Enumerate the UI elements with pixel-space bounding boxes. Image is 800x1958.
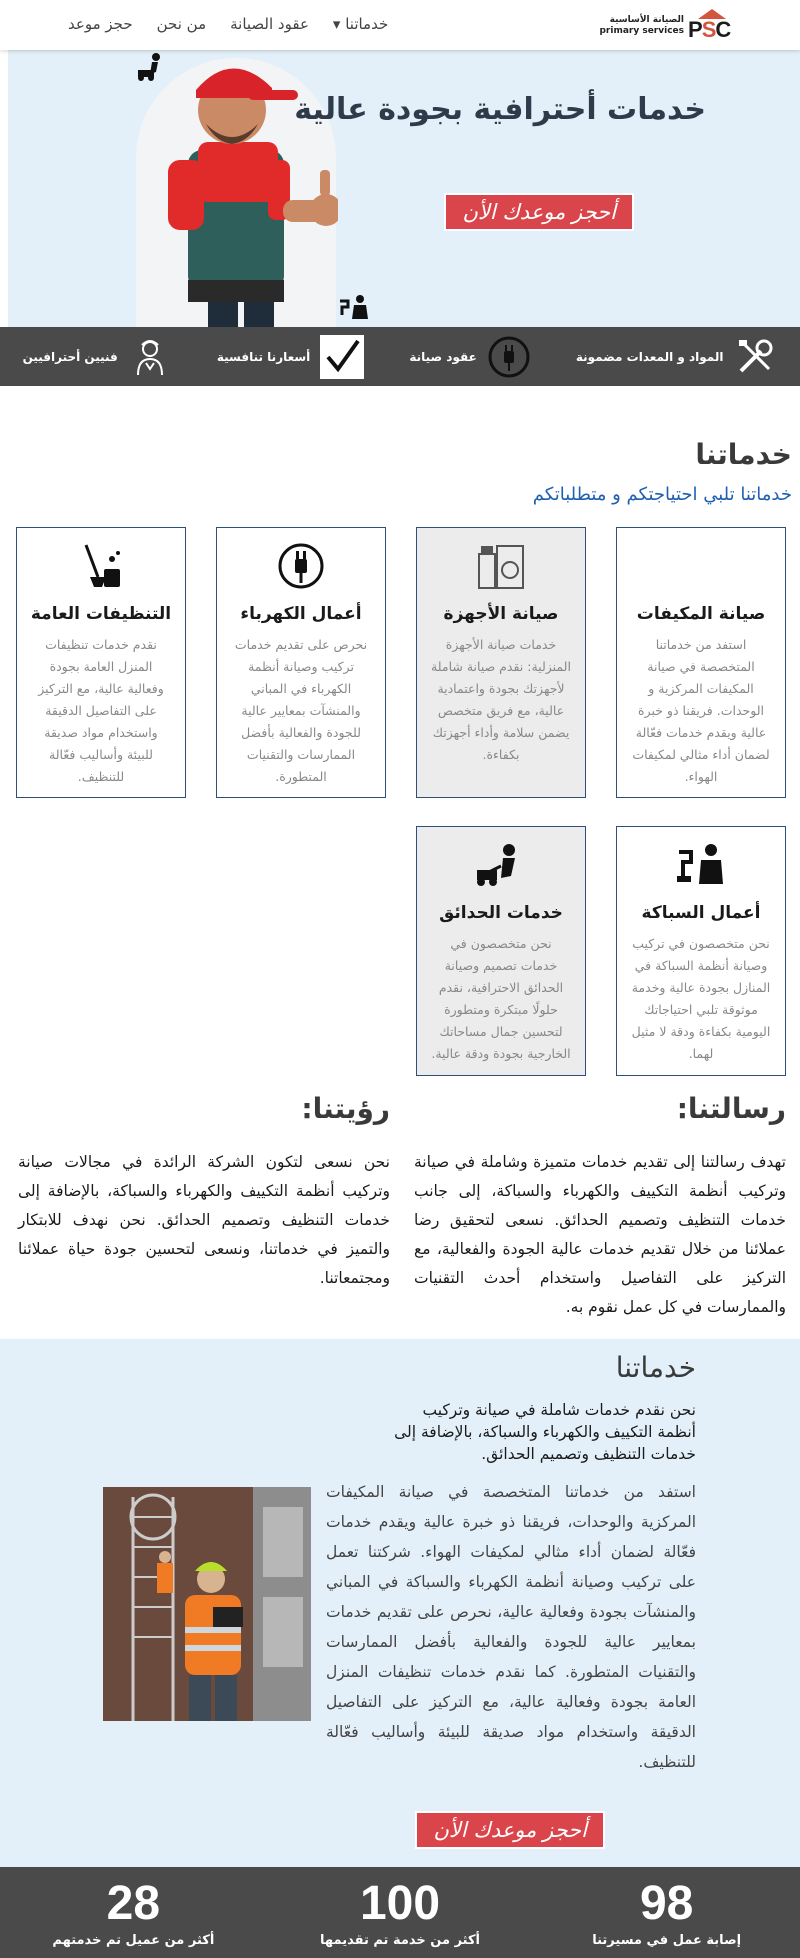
plumber-icon	[675, 842, 727, 888]
services-overview-body: استفد من خدماتنا المتخصصة في صيانة المكيفات المركزية والوحدات، فريقنا ذو خبرة عالية ويقدم خدمات فعّالة لضمان أداء مثالي لمكيفات الهواء. شركتنا تعمل على تركيب وصيانة أنظمة الكهرباء والسباكة في المباني والمنشآت بجودة وفعالية عالية، نحرص على تقديم خدمات بمعايير عالية للجودة والفعالية بأفضل الممارسات والتقنيات المتطورة. كما نقدم خدمات تنظيفات المنزل العامة بجودة وفعالية عالية، مع التركيز على التفاصيل الدقيقة واستخدام مواد صديقة للبيئة وأساليب فعّالة للتنظيف.	[326, 1483, 696, 1771]
services-overview-title: خدماتنا	[615, 1351, 696, 1384]
card-text: خدمات صيانة الأجهزة المنزلية: نقدم صيانة شاملة لأجهزتك بجودة واعتمادية عالية، مع فريق متخصص يضمن سلامة وأداء أجهزتك بكفاءة.	[431, 637, 571, 762]
stats-bar	[0, 1867, 800, 1958]
stat-number: 98	[639, 1877, 694, 1930]
card-text: استفد من خدماتنا المتخصصة في صيانة المكيفات المركزية و الوحدات. فريقنا ذو خبرة عالية ويقدم خدمات فعّالة لضمان أداء مثالي لمكيفات الهواء.	[632, 637, 770, 784]
service-card-appliances[interactable]	[416, 527, 586, 798]
hero-banner	[8, 50, 800, 327]
feature-label: فنيين أحترافيين	[22, 349, 118, 364]
service-card-cleaning[interactable]	[16, 527, 186, 798]
service-card-gardens[interactable]	[416, 826, 586, 1076]
feature-guaranteed-materials	[576, 335, 778, 379]
blank-icon	[677, 542, 725, 590]
card-title: صيانة الأجهزة	[443, 604, 559, 624]
feature-professional-technicians	[23, 335, 172, 379]
service-card-electrical[interactable]	[216, 527, 386, 798]
logo-mark-icon: PSC	[688, 11, 736, 41]
chevron-down-icon: ▾	[332, 15, 341, 33]
stat-label: أكثر من عميل تم خدمتهم	[52, 1933, 215, 1948]
logo-text-en: primary services	[599, 26, 684, 36]
lawnmower-icon	[136, 52, 172, 82]
plumber-icon	[338, 293, 372, 321]
plug-icon	[276, 541, 326, 591]
nav-link-maintenance-contracts[interactable]: عقود الصيانة	[230, 15, 309, 33]
logo-text	[599, 15, 684, 37]
feature-label: عقود صيانة	[409, 349, 477, 364]
stat-label: إصابة عمل في مسيرتنا	[592, 1933, 742, 1948]
card-title: صيانة المكيفات	[636, 604, 766, 624]
stat-services-delivered	[290, 1877, 510, 1948]
mission-text: تهدف رسالتنا إلى تقديم خدمات متميزة وشاملة في صيانة وتركيب أنظمة التكييف والكهرباء والسباكة، إلى جانب خدمات التنظيف وتصميم الحدائق. نسعى لتحقيق رضا عملائنا من خلال تقديم خدمات عالية الجودة والفعالية، مع التركيز على التفاصيل واستخدام أحدث التقنيات والممارسات في كل عمل نقوم به.	[414, 1153, 786, 1316]
nav-link-services[interactable]: خدماتنا ▾	[332, 15, 389, 33]
services-title: خدماتنا	[695, 438, 792, 471]
card-text: نحن متخصصون في خدمات تصميم وصيانة الحدائق الاحترافية، نقدم حلولًا مبتكرة ومتطورة لتحسين جمال مساحاتك الخارجية بجودة ودقة عالية.	[431, 936, 571, 1061]
card-title: التنظيفات العامة	[30, 604, 172, 624]
feature-maintenance-contracts	[409, 335, 530, 379]
lawnmower-icon	[475, 842, 527, 888]
service-card-ac[interactable]	[616, 527, 786, 798]
checkmark-icon	[320, 335, 364, 379]
logo-text-ar: الصيانة الأساسية	[609, 15, 684, 25]
feature-bar	[0, 327, 800, 386]
card-title: أعمال السباكة	[641, 903, 761, 923]
card-text: نقدم خدمات تنظيفات المنزل العامة بجودة وفعالية عالية، مع التركيز على التفاصيل الدقيقة واستخدام مواد صديقة للبيئة وأساليب فعّالة للتنظيف.	[38, 637, 164, 784]
hero-title: خدمات أحترافية بجودة عالية	[294, 92, 706, 127]
services-book-now-button[interactable]: أحجز موعدك الأن	[415, 1811, 605, 1849]
nav-links	[68, 15, 388, 33]
service-card-plumbing[interactable]	[616, 826, 786, 1076]
stat-label: أكثر من خدمة تم تقديمها	[320, 1933, 480, 1948]
card-text: نحرص على تقديم خدمات تركيب وصيانة أنظمة الكهرباء في المباني والمنشآت بمعايير عالية للجودة والفعالية بأفضل الممارسات والتقنيات المتطورة.	[234, 637, 368, 784]
vision-text: نحن نسعى لتكون الشركة الرائدة في مجالات صيانة وتركيب أنظمة التكييف والكهرباء والسباكة، بالإضافة إلى خدمات التنظيف وتصميم الحدائق. نحن نهدف للابتكار والتميز في خدماتنا، ونسعى لتحسين جودة حياة عملائنا ومجتمعاتنا.	[18, 1153, 390, 1287]
nav-link-about[interactable]: من نحن	[156, 15, 207, 33]
card-title: خدمات الحدائق	[439, 903, 563, 923]
logo[interactable]	[599, 10, 736, 42]
top-navbar	[0, 0, 800, 50]
services-subtitle: خدماتنا تلبي احتياجتكم و متطلباتكم	[532, 484, 792, 505]
appliances-icon	[475, 540, 527, 592]
card-title: أعمال الكهرباء	[240, 604, 362, 624]
technician-photo	[103, 1487, 311, 1721]
feature-label: المواد و المعدات مضمونة	[575, 349, 724, 364]
feature-label: أسعارنا تنافسية	[216, 349, 311, 364]
stat-number: 100	[359, 1877, 441, 1930]
technician-icon	[128, 335, 172, 379]
services-overview-intro: نحن نقدم خدمات شاملة في صيانة وتركيب أنظمة التكييف والكهرباء والسباكة، بالإضافة إلى خدمات التنظيف وتصميم الحدائق.	[394, 1401, 696, 1463]
stat-number: 28	[106, 1877, 161, 1930]
vision-title: رؤيتنا:	[301, 1092, 390, 1125]
plug-icon	[487, 335, 531, 379]
stat-work-injuries	[557, 1877, 777, 1948]
card-text: نحن متخصصون في تركيب وصيانة أنظمة السباكة في المنازل بجودة عالية وخدمة موثوقة تلبي احتياجاتك اليومية بكفاءة ودقة لا مثيل لهما.	[631, 936, 771, 1061]
tools-icon	[733, 335, 777, 379]
mop-bucket-icon	[76, 541, 126, 591]
mission-title: رسالتنا:	[676, 1092, 786, 1125]
hero-book-now-button[interactable]: أحجز موعدك الأن	[444, 193, 634, 231]
stat-clients-served	[23, 1877, 243, 1948]
services-overview	[0, 1339, 800, 1867]
nav-link-booking[interactable]: حجز موعد	[68, 15, 133, 33]
feature-competitive-prices	[217, 335, 364, 379]
